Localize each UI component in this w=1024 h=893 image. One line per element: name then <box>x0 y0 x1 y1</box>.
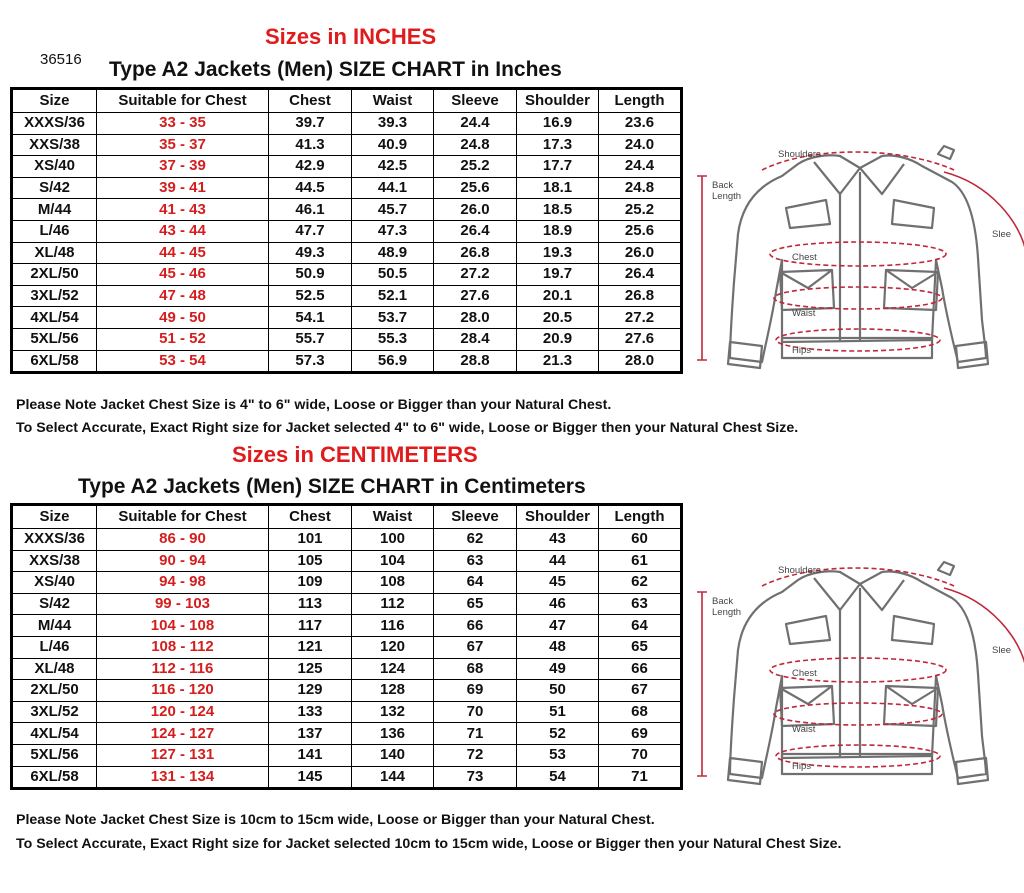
table-row <box>12 220 682 242</box>
jacket-measurement-diagram <box>690 558 1024 788</box>
diagram-waist-label: Waist <box>792 308 816 319</box>
measurement-cell: 43 <box>517 529 599 551</box>
size-cell: 4XL/54 <box>12 307 97 329</box>
measurement-cell: 24.0 <box>599 134 682 156</box>
measurement-cell: 70 <box>599 744 682 766</box>
size-cell: 6XL/58 <box>12 766 97 789</box>
measurement-cell: 28.0 <box>434 307 517 329</box>
measurement-cell: 20.9 <box>517 328 599 350</box>
measurement-cell: 108 <box>352 572 434 594</box>
diagram-waist-label: Waist <box>792 724 816 735</box>
suitable-chest-cell: 94 - 98 <box>97 572 269 594</box>
measurement-cell: 48.9 <box>352 242 434 264</box>
measurement-cell: 46.1 <box>269 199 352 221</box>
suitable-chest-cell: 39 - 41 <box>97 177 269 199</box>
suitable-chest-cell: 104 - 108 <box>97 615 269 637</box>
measurement-cell: 56.9 <box>352 350 434 373</box>
size-cell: XL/48 <box>12 658 97 680</box>
measurement-cell: 69 <box>599 723 682 745</box>
diagram-shoulders-label: Shoulders <box>778 149 821 160</box>
column-header: Length <box>599 89 682 113</box>
table-row <box>12 680 682 702</box>
jacket-sketch-illustration <box>690 558 1024 788</box>
table-row <box>12 156 682 178</box>
measurement-cell: 28.0 <box>599 350 682 373</box>
measurement-cell: 49.3 <box>269 242 352 264</box>
measurement-cell: 57.3 <box>269 350 352 373</box>
measurement-cell: 28.8 <box>434 350 517 373</box>
diagram-back-label: Back <box>712 180 734 191</box>
measurement-cell: 145 <box>269 766 352 789</box>
cm-note-1: Please Note Jacket Chest Size is 10cm to 15cm wide, Loose or Bigger than your Natural Chest. <box>16 812 655 828</box>
measurement-cell: 20.5 <box>517 307 599 329</box>
cm-size-table <box>10 503 683 790</box>
table-row <box>12 307 682 329</box>
suitable-chest-cell: 51 - 52 <box>97 328 269 350</box>
suitable-chest-cell: 124 - 127 <box>97 723 269 745</box>
measurement-cell: 101 <box>269 529 352 551</box>
suitable-chest-cell: 45 - 46 <box>97 264 269 286</box>
size-cell: S/42 <box>12 593 97 615</box>
measurement-cell: 27.2 <box>599 307 682 329</box>
measurement-cell: 50 <box>517 680 599 702</box>
suitable-chest-cell: 37 - 39 <box>97 156 269 178</box>
inches-chart-title: Type A2 Jackets (Men) SIZE CHART in Inches <box>109 58 562 81</box>
table-row <box>12 572 682 594</box>
measurement-cell: 24.8 <box>599 177 682 199</box>
measurement-cell: 50.9 <box>269 264 352 286</box>
diagram-shoulders-label: Shoulders <box>778 565 821 576</box>
measurement-cell: 24.8 <box>434 134 517 156</box>
size-cell: XL/48 <box>12 242 97 264</box>
measurement-cell: 44.1 <box>352 177 434 199</box>
measurement-cell: 18.9 <box>517 220 599 242</box>
table-row <box>12 242 682 264</box>
measurement-cell: 26.8 <box>599 285 682 307</box>
table-row <box>12 550 682 572</box>
measurement-cell: 141 <box>269 744 352 766</box>
measurement-cell: 124 <box>352 658 434 680</box>
measurement-cell: 41.3 <box>269 134 352 156</box>
measurement-cell: 26.0 <box>434 199 517 221</box>
measurement-cell: 61 <box>599 550 682 572</box>
cm-chart-title: Type A2 Jackets (Men) SIZE CHART in Centimeters <box>78 475 586 498</box>
measurement-cell: 19.3 <box>517 242 599 264</box>
table-header-row <box>12 89 682 113</box>
size-cell: L/46 <box>12 220 97 242</box>
measurement-cell: 105 <box>269 550 352 572</box>
column-header: Suitable for Chest <box>97 89 269 113</box>
measurement-cell: 72 <box>434 744 517 766</box>
suitable-chest-cell: 53 - 54 <box>97 350 269 373</box>
measurement-cell: 16.9 <box>517 113 599 135</box>
measurement-cell: 18.1 <box>517 177 599 199</box>
measurement-cell: 128 <box>352 680 434 702</box>
size-cell: XXXS/36 <box>12 113 97 135</box>
size-cell: L/46 <box>12 636 97 658</box>
measurement-cell: 47.3 <box>352 220 434 242</box>
measurement-cell: 26.0 <box>599 242 682 264</box>
diagram-length-label: Length <box>712 607 742 618</box>
size-cell: M/44 <box>12 199 97 221</box>
measurement-cell: 25.6 <box>434 177 517 199</box>
suitable-chest-cell: 112 - 116 <box>97 658 269 680</box>
measurement-cell: 17.3 <box>517 134 599 156</box>
size-cell: XXXS/36 <box>12 529 97 551</box>
table-row <box>12 113 682 135</box>
measurement-cell: 120 <box>352 636 434 658</box>
table-row <box>12 328 682 350</box>
measurement-cell: 136 <box>352 723 434 745</box>
suitable-chest-cell: 127 - 131 <box>97 744 269 766</box>
measurement-cell: 53 <box>517 744 599 766</box>
diagram-hips-label: Hips <box>792 345 812 356</box>
column-header: Size <box>12 505 97 529</box>
table-row <box>12 199 682 221</box>
suitable-chest-cell: 47 - 48 <box>97 285 269 307</box>
measurement-cell: 39.7 <box>269 113 352 135</box>
measurement-cell: 65 <box>434 593 517 615</box>
inches-size-table <box>10 87 683 374</box>
column-header: Sleeve <box>434 89 517 113</box>
measurement-cell: 24.4 <box>599 156 682 178</box>
measurement-cell: 64 <box>599 615 682 637</box>
table-row <box>12 593 682 615</box>
measurement-cell: 67 <box>434 636 517 658</box>
measurement-cell: 132 <box>352 701 434 723</box>
diagram-chest-label: Chest <box>792 668 817 679</box>
measurement-cell: 144 <box>352 766 434 789</box>
suitable-chest-cell: 43 - 44 <box>97 220 269 242</box>
measurement-cell: 48 <box>517 636 599 658</box>
table-header-row <box>12 505 682 529</box>
measurement-cell: 42.5 <box>352 156 434 178</box>
measurement-cell: 112 <box>352 593 434 615</box>
suitable-chest-cell: 120 - 124 <box>97 701 269 723</box>
size-cell: 2XL/50 <box>12 264 97 286</box>
inches-note-2: To Select Accurate, Exact Right size for Jacket selected 4" to 6" wide, Loose or Bigger then your Natural Chest Size. <box>16 420 799 436</box>
suitable-chest-cell: 35 - 37 <box>97 134 269 156</box>
size-cell: XS/40 <box>12 156 97 178</box>
measurement-cell: 117 <box>269 615 352 637</box>
measurement-cell: 28.4 <box>434 328 517 350</box>
jacket-measurement-diagram <box>690 142 1024 372</box>
product-code: 36516 <box>40 51 82 68</box>
measurement-cell: 23.6 <box>599 113 682 135</box>
size-cell: XXS/38 <box>12 550 97 572</box>
column-header: Shoulder <box>517 505 599 529</box>
measurement-cell: 63 <box>434 550 517 572</box>
measurement-cell: 66 <box>599 658 682 680</box>
table-row <box>12 285 682 307</box>
size-cell: M/44 <box>12 615 97 637</box>
diagram-back-label: Back <box>712 596 734 607</box>
measurement-cell: 53.7 <box>352 307 434 329</box>
diagram-sleeve-label: Slee <box>992 229 1012 240</box>
column-header: Chest <box>269 89 352 113</box>
size-cell: 5XL/56 <box>12 328 97 350</box>
column-header: Length <box>599 505 682 529</box>
measurement-cell: 63 <box>599 593 682 615</box>
table-row <box>12 658 682 680</box>
table-row <box>12 723 682 745</box>
measurement-cell: 47.7 <box>269 220 352 242</box>
measurement-cell: 71 <box>434 723 517 745</box>
table-row <box>12 636 682 658</box>
measurement-cell: 121 <box>269 636 352 658</box>
measurement-cell: 17.7 <box>517 156 599 178</box>
measurement-cell: 26.4 <box>599 264 682 286</box>
table-row <box>12 744 682 766</box>
size-cell: 5XL/56 <box>12 744 97 766</box>
size-cell: 3XL/52 <box>12 701 97 723</box>
measurement-cell: 50.5 <box>352 264 434 286</box>
inches-heading: Sizes in INCHES <box>265 24 437 49</box>
suitable-chest-cell: 116 - 120 <box>97 680 269 702</box>
measurement-cell: 116 <box>352 615 434 637</box>
column-header: Waist <box>352 505 434 529</box>
size-cell: XXS/38 <box>12 134 97 156</box>
cm-note-2: To Select Accurate, Exact Right size for Jacket selected 10cm to 15cm wide, Loose or Bigger then your Natural Chest Size. <box>16 836 842 852</box>
measurement-cell: 19.7 <box>517 264 599 286</box>
measurement-cell: 39.3 <box>352 113 434 135</box>
column-header: Suitable for Chest <box>97 505 269 529</box>
suitable-chest-cell: 33 - 35 <box>97 113 269 135</box>
measurement-cell: 27.6 <box>599 328 682 350</box>
measurement-cell: 26.4 <box>434 220 517 242</box>
measurement-cell: 129 <box>269 680 352 702</box>
measurement-cell: 24.4 <box>434 113 517 135</box>
suitable-chest-cell: 108 - 112 <box>97 636 269 658</box>
size-cell: 4XL/54 <box>12 723 97 745</box>
suitable-chest-cell: 90 - 94 <box>97 550 269 572</box>
diagram-hips-label: Hips <box>792 761 812 772</box>
table-row <box>12 615 682 637</box>
measurement-cell: 51 <box>517 701 599 723</box>
measurement-cell: 70 <box>434 701 517 723</box>
measurement-cell: 125 <box>269 658 352 680</box>
size-cell: 3XL/52 <box>12 285 97 307</box>
column-header: Waist <box>352 89 434 113</box>
measurement-cell: 25.2 <box>434 156 517 178</box>
suitable-chest-cell: 41 - 43 <box>97 199 269 221</box>
measurement-cell: 69 <box>434 680 517 702</box>
measurement-cell: 25.6 <box>599 220 682 242</box>
diagram-chest-label: Chest <box>792 252 817 263</box>
suitable-chest-cell: 49 - 50 <box>97 307 269 329</box>
measurement-cell: 71 <box>599 766 682 789</box>
measurement-cell: 47 <box>517 615 599 637</box>
measurement-cell: 133 <box>269 701 352 723</box>
size-cell: S/42 <box>12 177 97 199</box>
measurement-cell: 62 <box>434 529 517 551</box>
jacket-sketch-illustration <box>690 142 1024 372</box>
measurement-cell: 52.1 <box>352 285 434 307</box>
table-row <box>12 264 682 286</box>
column-header: Chest <box>269 505 352 529</box>
measurement-cell: 20.1 <box>517 285 599 307</box>
column-header: Size <box>12 89 97 113</box>
suitable-chest-cell: 44 - 45 <box>97 242 269 264</box>
table-row <box>12 177 682 199</box>
measurement-cell: 45.7 <box>352 199 434 221</box>
measurement-cell: 45 <box>517 572 599 594</box>
size-cell: 2XL/50 <box>12 680 97 702</box>
column-header: Sleeve <box>434 505 517 529</box>
measurement-cell: 52 <box>517 723 599 745</box>
measurement-cell: 113 <box>269 593 352 615</box>
measurement-cell: 42.9 <box>269 156 352 178</box>
measurement-cell: 44.5 <box>269 177 352 199</box>
table-row <box>12 134 682 156</box>
measurement-cell: 55.7 <box>269 328 352 350</box>
table-row <box>12 529 682 551</box>
measurement-cell: 21.3 <box>517 350 599 373</box>
measurement-cell: 68 <box>599 701 682 723</box>
size-cell: 6XL/58 <box>12 350 97 373</box>
measurement-cell: 67 <box>599 680 682 702</box>
measurement-cell: 104 <box>352 550 434 572</box>
column-header: Shoulder <box>517 89 599 113</box>
table-row <box>12 766 682 789</box>
table-row <box>12 701 682 723</box>
measurement-cell: 140 <box>352 744 434 766</box>
measurement-cell: 49 <box>517 658 599 680</box>
measurement-cell: 25.2 <box>599 199 682 221</box>
cm-heading: Sizes in CENTIMETERS <box>232 442 478 467</box>
measurement-cell: 27.6 <box>434 285 517 307</box>
suitable-chest-cell: 86 - 90 <box>97 529 269 551</box>
suitable-chest-cell: 131 - 134 <box>97 766 269 789</box>
measurement-cell: 46 <box>517 593 599 615</box>
measurement-cell: 137 <box>269 723 352 745</box>
measurement-cell: 54 <box>517 766 599 789</box>
inches-note-1: Please Note Jacket Chest Size is 4" to 6" wide, Loose or Bigger than your Natural Chest. <box>16 397 612 413</box>
measurement-cell: 68 <box>434 658 517 680</box>
measurement-cell: 65 <box>599 636 682 658</box>
measurement-cell: 55.3 <box>352 328 434 350</box>
diagram-length-label: Length <box>712 191 742 202</box>
measurement-cell: 60 <box>599 529 682 551</box>
measurement-cell: 64 <box>434 572 517 594</box>
diagram-sleeve-label: Slee <box>992 645 1012 656</box>
table-row <box>12 350 682 373</box>
measurement-cell: 66 <box>434 615 517 637</box>
measurement-cell: 52.5 <box>269 285 352 307</box>
measurement-cell: 27.2 <box>434 264 517 286</box>
measurement-cell: 100 <box>352 529 434 551</box>
measurement-cell: 40.9 <box>352 134 434 156</box>
measurement-cell: 73 <box>434 766 517 789</box>
measurement-cell: 44 <box>517 550 599 572</box>
measurement-cell: 54.1 <box>269 307 352 329</box>
measurement-cell: 18.5 <box>517 199 599 221</box>
measurement-cell: 26.8 <box>434 242 517 264</box>
size-cell: XS/40 <box>12 572 97 594</box>
measurement-cell: 62 <box>599 572 682 594</box>
measurement-cell: 109 <box>269 572 352 594</box>
suitable-chest-cell: 99 - 103 <box>97 593 269 615</box>
